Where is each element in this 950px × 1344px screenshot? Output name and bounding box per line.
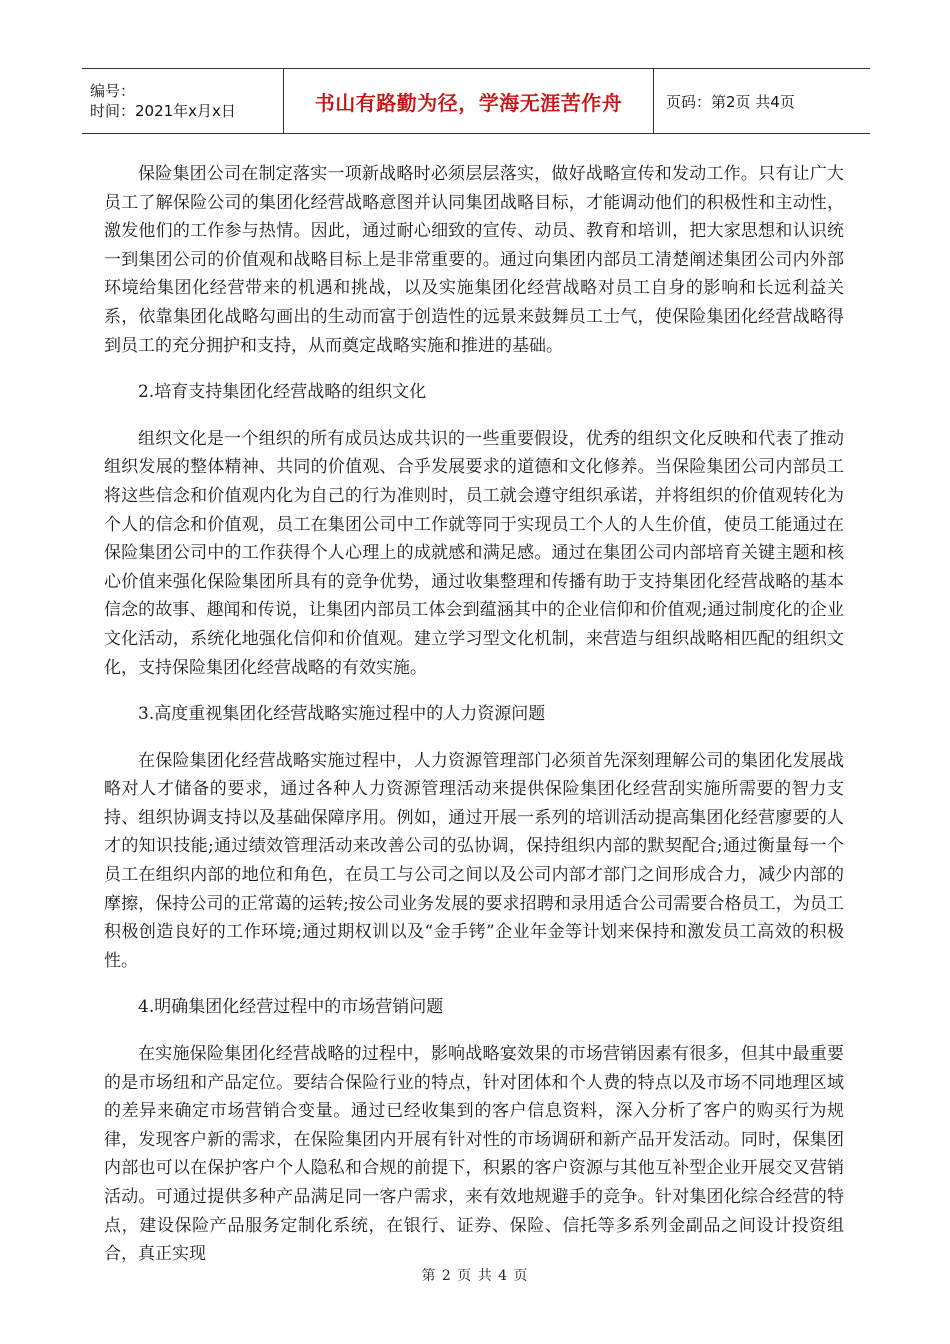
- body-paragraph: 在实施保险集团化经营战略的过程中，影响战略宴效果的市场营销因素有很多，但其中最重要的是市场纽和产品定位。要结合保险行业的特点，针对团体和个人费的特点以及市场不同地理区域的差异来确定市场营销合变量。通过已经收集到的客户信息资料，深入分析了客户的购买行为规律，发现客户新的需求，在保险集团内开展有针对性的市场调研和新产品开发活动。同时，保集团内部也可以在保护客户个人隐私和合规的前提下，积累的客户资源与其他互补型企业开展交叉营销活动。可通过提供多种产品满足同一客户需求，来有效地规避手的竞争。针对集团化综合经营的特点，建设保险产品服务定制化系统，在银行、证券、保险、信托等多系列金副品之间设计投资组合，真正实现: [104, 1044, 844, 1265]
- header-motto: [284, 69, 654, 133]
- section-heading: 2.培育支持集团化经营战略的组织文化: [138, 382, 427, 403]
- section-heading: 4.明确集团化经营过程中的市场营销问题: [138, 997, 444, 1018]
- document-body: [104, 160, 844, 1287]
- body-paragraph: 组织文化是一个组织的所有成员达成共识的一些重要假设，优秀的组织文化反映和代表了推动组织发展的整体精神、共同的价值观、合乎发展要求的道德和文化修养。当保险集团公司内部员工将这些信念和价值观内化为自己的行为准则时，员工就会遵守组织承诺，并将组织的价值观转化为个人的信念和价值观，员工在集团公司中工作就等同于实现员工个人的人生价值，使员工能通过在保险集团公司中的工作获得个人心理上的成就感和满足感。通过在集团公司内部培育关键主题和核心价值来强化保险集团所具有的竞争优势，通过收集整理和传播有助于支持集团化经营战略的基本信念的故事、趣闻和传说，让集团内部员工体会到蕴涵其中的企业信仰和价值观;通过制度化的企业文化活动，系统化地强化信仰和价值观。建立学习型文化机制，来营造与组织战略相匹配的组织文化，支持保险集团化经营战略的有效实施。: [104, 428, 844, 678]
- body-paragraph: 在保险集团化经营战略实施过程中，人力资源管理部门必须首先深刻理解公司的集团化发展战略对人才储备的要求，通过各种人力资源管理活动来提供保险集团化经营刮实施所需要的智力支持、组织协调支持以及基础保障序用。例如，通过开展一系列的培训活动提高集团化经营廖要的人才的知识技能;通过绩效管理活动来改善公司的弘协调，保持组织内部的默契配合;通过衡量每一个员工在组织内部的地位和角色，在员工与公司之间以及公司内部才部门之间形成合力，减少内部的摩擦，保持公司的正常蔼的运转;按公司业务发展的要求招聘和录用适合公司需要合格员工，为员工积极创造良好的工作环境;通过期权训以及“金手铐”企业年金等计划来保持和激发员工高效的积极性。: [104, 750, 844, 971]
- document-number-label: 编号：: [90, 82, 136, 100]
- header-meta: [82, 69, 284, 133]
- page-footer: [0, 1265, 950, 1285]
- motto-text: 书山有路勤为径，学海无涯苦作舟: [314, 90, 623, 115]
- body-paragraph: 保险集团公司在制定落实一项新战略时必须层层落实，做好战略宣传和发动工作。只有让广大员工了解保险公司的集团化经营战略意图并认同集团战略目标，才能调动他们的积极性和主动性，激发他们的工作参与热情。因此，通过耐心细致的宣传、动员、教育和培训，把大家思想和认识统一到集团公司的价值观和战略目标上是非常重要的。通过向集团内部员工清楚阐述集团公司内外部环境给集团化经营带来的机遇和挑战，以及实施集团化经营战略对员工自身的影响和长远利益关系，依靠集团化战略勾画出的生动而富于创造性的远景来鼓舞员工士气，使保险集团化经营战略得到员工的充分拥护和支持，从而奠定战略实施和推进的基础。: [104, 164, 844, 356]
- document-time-label: 时间：2021年x月x日: [90, 102, 236, 120]
- section-heading: 3.高度重视集团化经营战略实施过程中的人力资源问题: [138, 704, 546, 725]
- page-info-text: 页码：第2页 共4页: [666, 92, 795, 111]
- header-page-info: [654, 69, 870, 133]
- footer-page-number: 第 2 页 共 4 页: [421, 1268, 529, 1284]
- header-table: [82, 68, 870, 134]
